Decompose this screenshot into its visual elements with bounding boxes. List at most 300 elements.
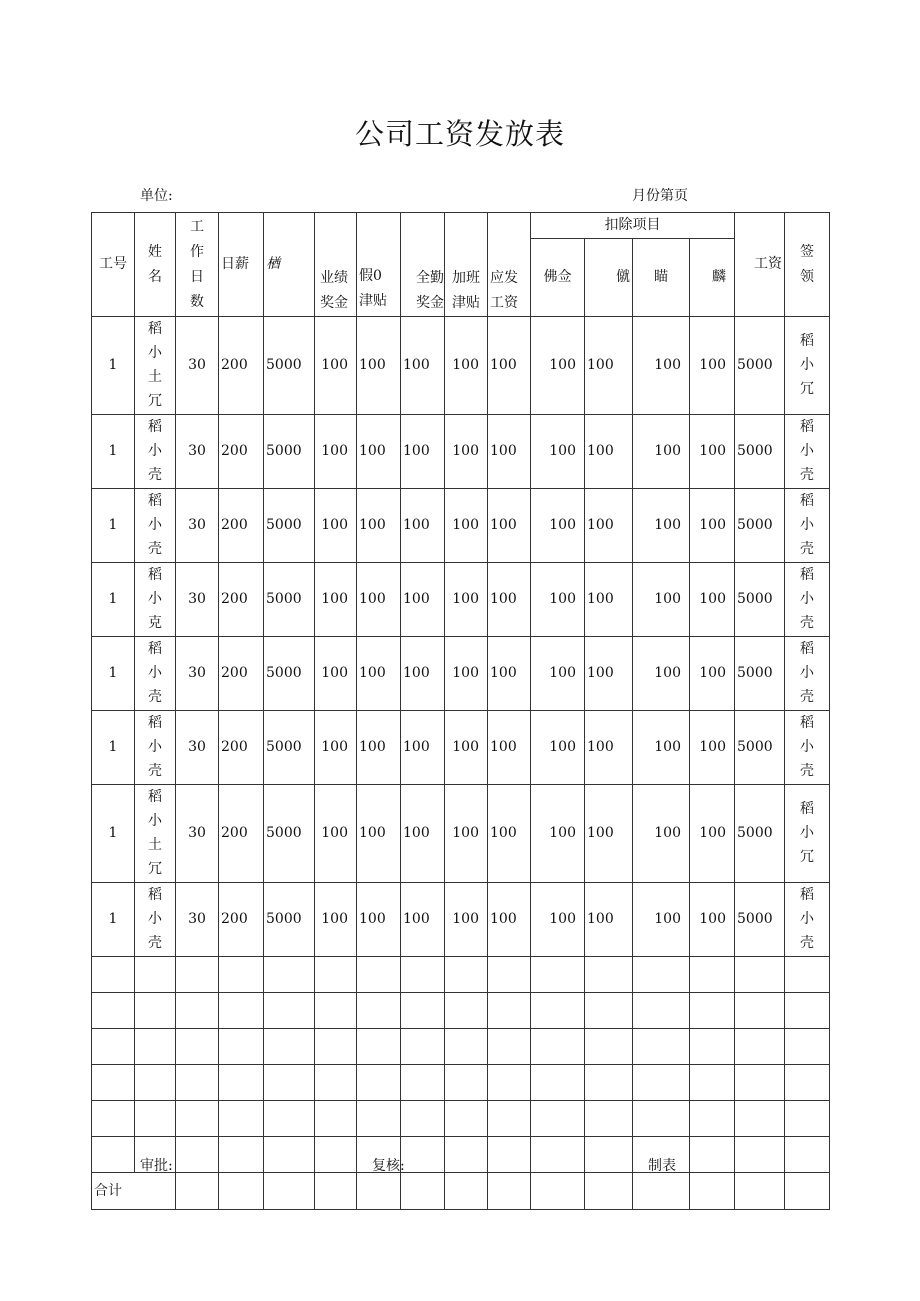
cell-daily-text: 200 [221, 739, 248, 755]
cell-c4-text: 5000 [266, 591, 302, 607]
cell-perf-text: 100 [321, 739, 348, 755]
cell-emp_no-text: 1 [108, 739, 118, 755]
empty-cell [785, 1029, 830, 1065]
cell-d4-text: 100 [699, 517, 726, 533]
total-cell [445, 1173, 488, 1210]
cell-overtime [445, 317, 488, 415]
cell-holiday-text: 100 [359, 517, 386, 533]
cell-emp_no-text: 1 [108, 357, 118, 373]
cell-d2 [585, 883, 633, 957]
cell-gross-text: 100 [490, 665, 517, 681]
empty-cell [690, 1029, 735, 1065]
cell-d3-text: 100 [654, 739, 681, 755]
cell-daily-text: 200 [221, 825, 248, 841]
empty-cell [401, 957, 445, 993]
total-cell [401, 1173, 445, 1210]
cell-days-text: 30 [188, 357, 206, 373]
table-row [92, 415, 830, 489]
cell-sign [785, 711, 830, 785]
empty-cell [445, 1065, 488, 1101]
cell-holiday [357, 637, 401, 711]
cell-d4 [690, 785, 735, 883]
empty-cell [690, 993, 735, 1029]
empty-cell [357, 1065, 401, 1101]
cell-gross-text: 100 [490, 443, 517, 459]
cell-days [176, 563, 219, 637]
header-signature-text: 签领 [800, 243, 814, 285]
cell-d1 [531, 637, 585, 711]
cell-d1 [531, 317, 585, 415]
cell-perf-text: 100 [321, 517, 348, 533]
empty-cell [219, 957, 264, 993]
cell-gross-text: 100 [490, 357, 517, 373]
cell-d1-text: 100 [549, 911, 576, 927]
cell-emp_no-text: 1 [108, 825, 118, 841]
cell-holiday [357, 489, 401, 563]
cell-daily [219, 785, 264, 883]
salary-table-body [92, 213, 830, 1210]
cell-daily [219, 563, 264, 637]
cell-d2-text: 100 [587, 591, 614, 607]
header-col4-text: 楢 [266, 256, 280, 272]
cell-overtime [445, 637, 488, 711]
cell-name-text: 稻小壳 [148, 887, 162, 951]
cell-d4 [690, 489, 735, 563]
empty-cell [531, 1137, 585, 1173]
header-gross-pay-text: 应发 工资 [490, 270, 518, 311]
empty-cell [264, 1137, 315, 1173]
cell-days-text: 30 [188, 739, 206, 755]
cell-d4 [690, 637, 735, 711]
empty-cell [735, 993, 785, 1029]
empty-cell [735, 1137, 785, 1173]
cell-c4 [264, 785, 315, 883]
cell-days-text: 30 [188, 591, 206, 607]
cell-name-text: 稻小克 [148, 567, 162, 631]
cell-c4-text: 5000 [266, 443, 302, 459]
empty-cell [585, 1101, 633, 1137]
empty-cell [135, 1029, 176, 1065]
cell-d1-text: 100 [549, 357, 576, 373]
empty-cell [135, 993, 176, 1029]
cell-d1-text: 100 [549, 591, 576, 607]
header-net-pay: 工资 [735, 213, 785, 317]
cell-d4-text: 100 [699, 911, 726, 927]
cell-overtime-text: 100 [452, 517, 479, 533]
cell-attend [401, 883, 445, 957]
cell-overtime-text: 100 [452, 911, 479, 927]
cell-perf-text: 100 [321, 357, 348, 373]
cell-overtime-text: 100 [452, 357, 479, 373]
cell-daily [219, 711, 264, 785]
cell-emp_no [92, 883, 135, 957]
empty-cell [219, 993, 264, 1029]
empty-cell [735, 1029, 785, 1065]
header-deductions-group: 扣除项目 [531, 213, 735, 239]
cell-daily [219, 489, 264, 563]
cell-days-text: 30 [188, 825, 206, 841]
header-attendance-bonus-text: 全勤奖金 [416, 270, 444, 311]
cell-perf [315, 489, 357, 563]
empty-cell [785, 993, 830, 1029]
empty-cell [264, 1029, 315, 1065]
cell-overtime-text: 100 [452, 591, 479, 607]
cell-net-text: 5000 [737, 665, 773, 681]
empty-cell [690, 1137, 735, 1173]
cell-sign-text: 稻小壳 [800, 715, 814, 779]
cell-d3 [633, 785, 690, 883]
cell-holiday [357, 317, 401, 415]
cell-d3 [633, 415, 690, 489]
empty-cell [585, 1137, 633, 1173]
cell-sign-text: 稻小冗 [800, 333, 814, 397]
page-title: 公司工资发放表 [354, 117, 565, 151]
cell-days-text: 30 [188, 911, 206, 927]
footer-approve: 审批: [140, 1158, 173, 1174]
total-cell [531, 1173, 585, 1210]
cell-d1-text: 100 [549, 665, 576, 681]
total-cell [176, 1173, 219, 1210]
cell-attend [401, 415, 445, 489]
empty-cell [357, 1101, 401, 1137]
cell-d2 [585, 317, 633, 415]
cell-d2-text: 100 [587, 739, 614, 755]
cell-d4-text: 100 [699, 357, 726, 373]
cell-daily-text: 200 [221, 911, 248, 927]
table-row [92, 711, 830, 785]
cell-perf-text: 100 [321, 911, 348, 927]
cell-attend [401, 563, 445, 637]
empty-cell [92, 957, 135, 993]
total-label: 合计 [92, 1173, 176, 1210]
empty-cell [176, 957, 219, 993]
empty-row [92, 1029, 830, 1065]
cell-overtime [445, 489, 488, 563]
total-cell [633, 1173, 690, 1210]
cell-d2 [585, 415, 633, 489]
header-work-days [176, 213, 219, 317]
empty-row [92, 1137, 830, 1173]
cell-net-text: 5000 [737, 911, 773, 927]
cell-perf [315, 415, 357, 489]
empty-cell [785, 957, 830, 993]
empty-row [92, 993, 830, 1029]
header-name-text: 姓名 [148, 243, 162, 285]
cell-perf [315, 883, 357, 957]
footer-review: 复核: [372, 1158, 405, 1174]
header-ded2: 僦 [585, 239, 633, 317]
cell-perf [315, 637, 357, 711]
cell-d3-text: 100 [654, 911, 681, 927]
cell-name [135, 785, 176, 883]
cell-sign-text: 稻小壳 [800, 567, 814, 631]
cell-daily [219, 637, 264, 711]
total-cell [315, 1173, 357, 1210]
empty-cell [357, 957, 401, 993]
cell-d2-text: 100 [587, 357, 614, 373]
cell-net-text: 5000 [737, 825, 773, 841]
cell-days [176, 883, 219, 957]
cell-d1 [531, 563, 585, 637]
cell-daily-text: 200 [221, 443, 248, 459]
total-cell [585, 1173, 633, 1210]
empty-cell [785, 1065, 830, 1101]
cell-d1-text: 100 [549, 443, 576, 459]
cell-emp_no [92, 637, 135, 711]
cell-d3-text: 100 [654, 591, 681, 607]
cell-emp_no [92, 317, 135, 415]
cell-days [176, 317, 219, 415]
empty-cell [264, 1065, 315, 1101]
empty-cell [531, 1101, 585, 1137]
cell-overtime-text: 100 [452, 739, 479, 755]
empty-cell [735, 957, 785, 993]
cell-gross-text: 100 [490, 739, 517, 755]
header-perf-bonus [315, 213, 357, 317]
cell-net-text: 5000 [737, 739, 773, 755]
cell-c4 [264, 711, 315, 785]
cell-net [735, 711, 785, 785]
empty-cell [488, 1137, 531, 1173]
empty-cell [785, 1137, 830, 1173]
cell-d4-text: 100 [699, 443, 726, 459]
cell-overtime-text: 100 [452, 665, 479, 681]
empty-cell [401, 1101, 445, 1137]
cell-c4-text: 5000 [266, 739, 302, 755]
cell-name [135, 489, 176, 563]
cell-c4-text: 5000 [266, 665, 302, 681]
cell-d1 [531, 785, 585, 883]
cell-overtime [445, 711, 488, 785]
cell-emp_no [92, 711, 135, 785]
empty-cell [92, 1137, 135, 1173]
cell-perf-text: 100 [321, 443, 348, 459]
cell-d2-text: 100 [587, 443, 614, 459]
header-attendance-bonus [401, 213, 445, 317]
cell-emp_no [92, 563, 135, 637]
cell-daily [219, 883, 264, 957]
cell-days [176, 785, 219, 883]
cell-gross [488, 637, 531, 711]
cell-attend [401, 637, 445, 711]
cell-d4-text: 100 [699, 665, 726, 681]
cell-emp_no-text: 1 [108, 443, 118, 459]
cell-d3 [633, 563, 690, 637]
cell-sign [785, 883, 830, 957]
cell-gross [488, 415, 531, 489]
empty-cell [135, 1065, 176, 1101]
empty-cell [445, 1101, 488, 1137]
cell-attend [401, 785, 445, 883]
empty-cell [315, 1065, 357, 1101]
cell-days [176, 637, 219, 711]
cell-holiday-text: 100 [359, 825, 386, 841]
empty-cell [315, 957, 357, 993]
cell-d3 [633, 883, 690, 957]
cell-attend-text: 100 [403, 443, 430, 459]
month-page-label: 月份第页 [632, 188, 688, 204]
cell-gross [488, 785, 531, 883]
cell-gross-text: 100 [490, 591, 517, 607]
cell-d4 [690, 415, 735, 489]
cell-emp_no-text: 1 [108, 665, 118, 681]
header-perf-bonus-text: 业绩奖金 [320, 270, 348, 311]
cell-perf [315, 711, 357, 785]
empty-cell [315, 1101, 357, 1137]
cell-overtime-text: 100 [452, 443, 479, 459]
cell-holiday-text: 100 [359, 357, 386, 373]
empty-row [92, 1101, 830, 1137]
cell-perf [315, 317, 357, 415]
cell-net [735, 883, 785, 957]
cell-sign [785, 415, 830, 489]
total-cell [357, 1173, 401, 1210]
empty-cell [264, 957, 315, 993]
empty-cell [445, 957, 488, 993]
empty-cell [264, 1101, 315, 1137]
cell-d4 [690, 711, 735, 785]
empty-cell [401, 1065, 445, 1101]
cell-gross [488, 711, 531, 785]
cell-days-text: 30 [188, 665, 206, 681]
total-cell [735, 1173, 785, 1210]
cell-name [135, 883, 176, 957]
cell-gross-text: 100 [490, 825, 517, 841]
cell-gross [488, 883, 531, 957]
empty-cell [135, 957, 176, 993]
empty-cell [357, 993, 401, 1029]
empty-cell [92, 1101, 135, 1137]
empty-cell [633, 1029, 690, 1065]
cell-name-text: 稻小土冗 [148, 321, 162, 409]
total-cell [264, 1173, 315, 1210]
cell-overtime [445, 785, 488, 883]
cell-sign [785, 489, 830, 563]
empty-cell [585, 1029, 633, 1065]
empty-cell [401, 993, 445, 1029]
cell-emp_no-text: 1 [108, 517, 118, 533]
cell-holiday [357, 415, 401, 489]
cell-d3-text: 100 [654, 665, 681, 681]
total-cell [690, 1173, 735, 1210]
cell-gross-text: 100 [490, 911, 517, 927]
cell-net [735, 489, 785, 563]
empty-cell [264, 993, 315, 1029]
cell-attend-text: 100 [403, 517, 430, 533]
cell-attend-text: 100 [403, 911, 430, 927]
cell-net [735, 317, 785, 415]
empty-row [92, 957, 830, 993]
empty-cell [585, 957, 633, 993]
cell-holiday-text: 100 [359, 911, 386, 927]
cell-d3 [633, 637, 690, 711]
header-work-days-text: 工作日数 [190, 218, 204, 310]
empty-cell [488, 1029, 531, 1065]
cell-sign-text: 稻小壳 [800, 887, 814, 951]
cell-c4-text: 5000 [266, 911, 302, 927]
cell-days [176, 415, 219, 489]
empty-cell [690, 1065, 735, 1101]
cell-holiday [357, 785, 401, 883]
empty-cell [315, 1137, 357, 1173]
cell-net [735, 563, 785, 637]
cell-d2 [585, 563, 633, 637]
cell-gross [488, 489, 531, 563]
header-name [135, 213, 176, 317]
cell-perf [315, 563, 357, 637]
cell-gross-text: 100 [490, 517, 517, 533]
empty-cell [690, 1101, 735, 1137]
cell-sign [785, 785, 830, 883]
cell-d1-text: 100 [549, 517, 576, 533]
cell-net-text: 5000 [737, 357, 773, 373]
cell-d2-text: 100 [587, 825, 614, 841]
empty-cell [531, 1029, 585, 1065]
cell-name-text: 稻小土冗 [148, 789, 162, 877]
cell-c4-text: 5000 [266, 357, 302, 373]
cell-holiday [357, 883, 401, 957]
cell-holiday [357, 563, 401, 637]
footer-prepared: 制表 [648, 1158, 676, 1174]
header-daily-pay: 日薪 [219, 213, 264, 317]
cell-d1 [531, 883, 585, 957]
cell-sign [785, 637, 830, 711]
cell-perf-text: 100 [321, 591, 348, 607]
cell-c4 [264, 489, 315, 563]
cell-name-text: 稻小壳 [148, 641, 162, 705]
cell-d2 [585, 637, 633, 711]
cell-days-text: 30 [188, 517, 206, 533]
cell-perf-text: 100 [321, 665, 348, 681]
cell-d1 [531, 415, 585, 489]
cell-d4 [690, 317, 735, 415]
cell-days [176, 711, 219, 785]
empty-row [92, 1065, 830, 1101]
cell-name [135, 711, 176, 785]
cell-sign-text: 稻小壳 [800, 493, 814, 557]
cell-overtime [445, 883, 488, 957]
cell-c4 [264, 415, 315, 489]
cell-c4 [264, 563, 315, 637]
empty-cell [445, 993, 488, 1029]
cell-emp_no-text: 1 [108, 911, 118, 927]
empty-cell [176, 1137, 219, 1173]
cell-d3 [633, 711, 690, 785]
cell-emp_no-text: 1 [108, 591, 118, 607]
empty-cell [92, 1065, 135, 1101]
empty-cell [488, 1101, 531, 1137]
cell-net-text: 5000 [737, 443, 773, 459]
cell-name [135, 415, 176, 489]
cell-d3-text: 100 [654, 825, 681, 841]
empty-cell [445, 1137, 488, 1173]
cell-d4-text: 100 [699, 739, 726, 755]
cell-emp_no [92, 785, 135, 883]
cell-overtime [445, 415, 488, 489]
cell-holiday-text: 100 [359, 591, 386, 607]
header-ded3: 瞄 [633, 239, 690, 317]
cell-holiday-text: 100 [359, 739, 386, 755]
cell-attend-text: 100 [403, 825, 430, 841]
empty-cell [135, 1101, 176, 1137]
cell-name [135, 563, 176, 637]
cell-d3-text: 100 [654, 357, 681, 373]
cell-sign-text: 稻小壳 [800, 641, 814, 705]
cell-d1 [531, 711, 585, 785]
cell-name [135, 637, 176, 711]
cell-c4 [264, 637, 315, 711]
header-holiday-allowance-text: 假0 津贴 [359, 268, 387, 309]
